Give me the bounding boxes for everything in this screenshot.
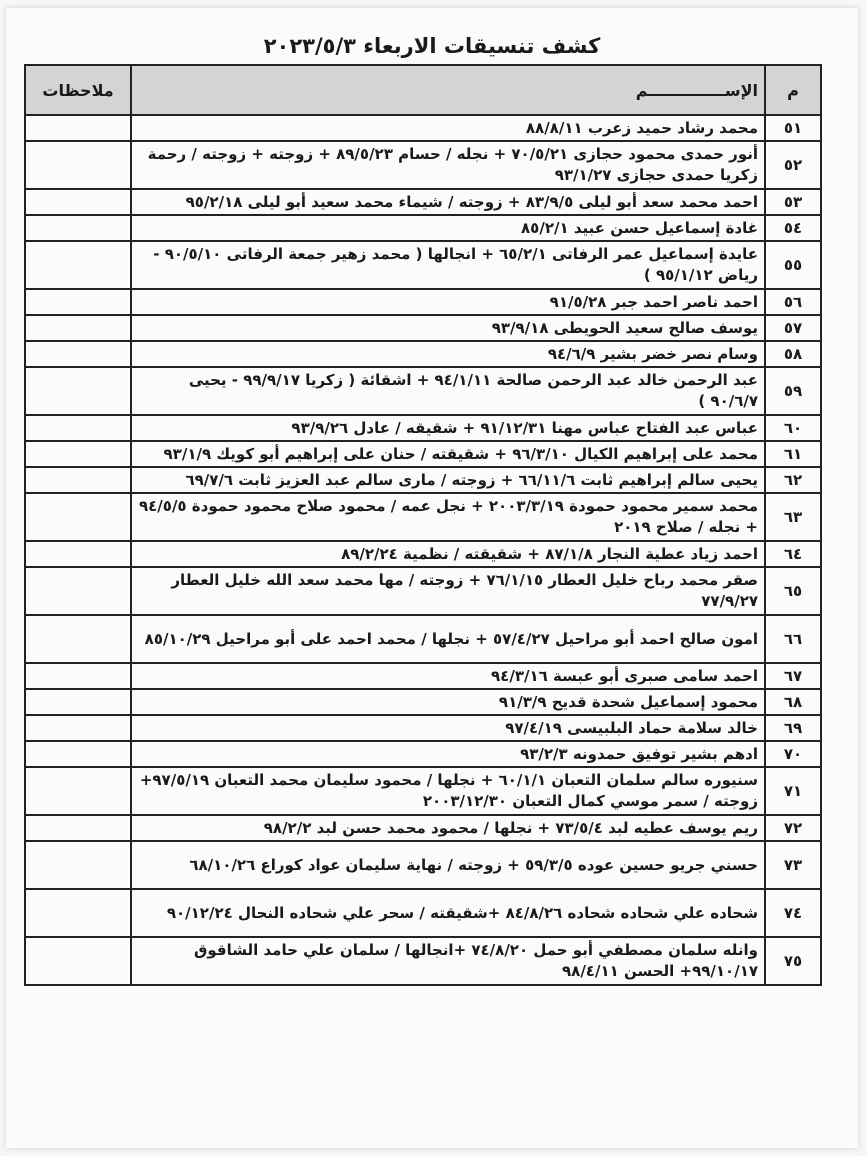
row-number: ٥٦ xyxy=(765,289,821,315)
row-notes xyxy=(25,815,131,841)
table-row xyxy=(25,189,821,215)
table-row xyxy=(25,289,821,315)
table-row xyxy=(25,841,821,889)
row-name: عايدة إسماعيل عمر الرفاتى ٦٥/٢/١ + انجالها ( محمد زهير جمعة الرفاتى ٩٠/٥/١٠ - رياض ٩٥/١/١٢ ) xyxy=(131,241,765,289)
row-notes xyxy=(25,315,131,341)
table-row xyxy=(25,567,821,615)
row-notes xyxy=(25,189,131,215)
row-number: ٦٢ xyxy=(765,467,821,493)
row-number: ٧٢ xyxy=(765,815,821,841)
row-number: ٥٤ xyxy=(765,215,821,241)
row-notes xyxy=(25,415,131,441)
row-notes xyxy=(25,215,131,241)
header-name: الإســــــــــــــم xyxy=(131,65,765,115)
table-row xyxy=(25,415,821,441)
header-number: م xyxy=(765,65,821,115)
row-notes xyxy=(25,493,131,541)
row-name: وانله سلمان مصطفي أبو حمل ٧٤/٨/٢٠ +انجالها / سلمان علي حامد الشاقوق ٩٩/١٠/١٧+ الحسن ٩٨/٤/١١ xyxy=(131,937,765,985)
row-notes xyxy=(25,567,131,615)
table-row xyxy=(25,467,821,493)
row-number: ٧٤ xyxy=(765,889,821,937)
table-header-row xyxy=(25,65,821,115)
header-notes: ملاحظات xyxy=(25,65,131,115)
table-row xyxy=(25,367,821,415)
row-notes xyxy=(25,841,131,889)
row-notes xyxy=(25,367,131,415)
row-number: ٧٠ xyxy=(765,741,821,767)
row-number: ٥١ xyxy=(765,115,821,141)
table-row xyxy=(25,215,821,241)
row-notes xyxy=(25,767,131,815)
row-name: محمود إسماعيل شحدة قديح ٩١/٣/٩ xyxy=(131,689,765,715)
row-name: غادة إسماعيل حسن عبيد ٨٥/٢/١ xyxy=(131,215,765,241)
document-title: كشف تنسيقات الاربعاء ٢٠٢٣/٥/٣ xyxy=(263,34,601,58)
document-page xyxy=(6,8,858,1148)
table-row xyxy=(25,889,821,937)
row-notes xyxy=(25,689,131,715)
row-number: ٥٨ xyxy=(765,341,821,367)
table-row xyxy=(25,767,821,815)
row-name: احمد محمد سعد أبو ليلى ٨٣/٩/٥ + زوجته / شيماء محمد سعيد أبو ليلى ٩٥/٢/١٨ xyxy=(131,189,765,215)
row-name: شحاده علي شحاده شحاده ٨٤/٨/٢٦ +شقيقته / سحر علي شحاده النحال ٩٠/١٢/٢٤ xyxy=(131,889,765,937)
row-name: احمد زياد عطية النجار ٨٧/١/٨ + شقيقته / نظمية ٨٩/٢/٢٤ xyxy=(131,541,765,567)
coordination-table xyxy=(24,64,822,986)
row-name: محمد سمير محمود حمودة ٢٠٠٣/٣/١٩ + نجل عمه / محمود صلاح محمود حمودة ٩٤/٥/٥ + نجله / صلاح ٢٠١٩ xyxy=(131,493,765,541)
row-notes xyxy=(25,289,131,315)
table-row xyxy=(25,541,821,567)
table-row xyxy=(25,715,821,741)
row-name: محمد على إبراهيم الكيال ٩٦/٣/١٠ + شقيقته / حنان على إبراهيم أبو كويك ٩٣/١/٩ xyxy=(131,441,765,467)
row-name: صقر محمد رباح خليل العطار ٧٦/١/١٥ + زوجته / مها محمد سعد الله خليل العطار ٧٧/٩/٢٧ xyxy=(131,567,765,615)
row-number: ٦٠ xyxy=(765,415,821,441)
row-notes xyxy=(25,467,131,493)
table-row xyxy=(25,341,821,367)
row-notes xyxy=(25,715,131,741)
row-number: ٧١ xyxy=(765,767,821,815)
row-name: احمد ناصر احمد جبر ٩١/٥/٢٨ xyxy=(131,289,765,315)
table-row xyxy=(25,741,821,767)
row-notes xyxy=(25,889,131,937)
row-name: حسني جريو حسين عوده ٥٩/٣/٥ + زوجته / نهاية سليمان عواد كوراع ٦٨/١٠/٢٦ xyxy=(131,841,765,889)
row-name: احمد سامى صبرى أبو عبسة ٩٤/٣/١٦ xyxy=(131,663,765,689)
table-row xyxy=(25,815,821,841)
row-notes xyxy=(25,441,131,467)
row-number: ٦٧ xyxy=(765,663,821,689)
row-number: ٦٣ xyxy=(765,493,821,541)
row-notes xyxy=(25,615,131,663)
row-notes xyxy=(25,341,131,367)
row-name: خالد سلامة حماد البلبيسى ٩٧/٤/١٩ xyxy=(131,715,765,741)
row-name: ادهم بشير توفيق حمدونه ٩٣/٢/٣ xyxy=(131,741,765,767)
row-name: يحيى سالم إبراهيم ثابت ٦٦/١١/٦ + زوجته / مارى سالم عبد العزيز ثابت ٦٩/٧/٦ xyxy=(131,467,765,493)
row-number: ٦٨ xyxy=(765,689,821,715)
table-row xyxy=(25,663,821,689)
row-name: عباس عبد الفتاح عباس مهنا ٩١/١٢/٣١ + شقيقه / عادل ٩٣/٩/٢٦ xyxy=(131,415,765,441)
table-row xyxy=(25,241,821,289)
row-name: وسام نصر خضر بشير ٩٤/٦/٩ xyxy=(131,341,765,367)
table-row xyxy=(25,115,821,141)
row-number: ٦٦ xyxy=(765,615,821,663)
row-name: محمد رشاد حميد زعرب ٨٨/٨/١١ xyxy=(131,115,765,141)
row-notes xyxy=(25,937,131,985)
row-notes xyxy=(25,741,131,767)
row-number: ٥٧ xyxy=(765,315,821,341)
row-name: ريم يوسف عطيه لبد ٧٣/٥/٤ + نجلها / محمود محمد حسن لبد ٩٨/٢/٢ xyxy=(131,815,765,841)
row-number: ٦١ xyxy=(765,441,821,467)
row-notes xyxy=(25,541,131,567)
table-row xyxy=(25,493,821,541)
row-name: امون صالح احمد أبو مراحيل ٥٧/٤/٢٧ + نجلها / محمد احمد على أبو مراحيل ٨٥/١٠/٢٩ xyxy=(131,615,765,663)
row-number: ٦٩ xyxy=(765,715,821,741)
row-number: ٥٩ xyxy=(765,367,821,415)
row-notes xyxy=(25,141,131,189)
row-name: سنيوره سالم سلمان التعبان ٦٠/١/١ + نجلها / محمود سليمان محمد التعبان ٩٧/٥/١٩+ زوجته / سمر موسي كمال التعبان ٢٠٠٣/١٢/٣٠ xyxy=(131,767,765,815)
row-name: أنور حمدى محمود حجازى ٧٠/٥/٢١ + نجله / حسام ٨٩/٥/٢٣ + زوجته + زوجته / رحمة زكريا حمدى حجازى ٩٣/١/٢٧ xyxy=(131,141,765,189)
table-row xyxy=(25,689,821,715)
row-notes xyxy=(25,663,131,689)
row-name: عبد الرحمن خالد عبد الرحمن صالحة ٩٤/١/١١ + اشقائة ( زكريا ٩٩/٩/١٧ - يحيى ٩٠/٦/٧ ) xyxy=(131,367,765,415)
row-number: ٥٢ xyxy=(765,141,821,189)
row-name: يوسف صالح سعيد الحويطى ٩٣/٩/١٨ xyxy=(131,315,765,341)
row-number: ٥٥ xyxy=(765,241,821,289)
table-row xyxy=(25,441,821,467)
table-row xyxy=(25,615,821,663)
table-row xyxy=(25,937,821,985)
row-number: ٦٤ xyxy=(765,541,821,567)
row-number: ٧٣ xyxy=(765,841,821,889)
row-notes xyxy=(25,115,131,141)
row-number: ٦٥ xyxy=(765,567,821,615)
row-notes xyxy=(25,241,131,289)
table-row xyxy=(25,141,821,189)
table-row xyxy=(25,315,821,341)
row-number: ٧٥ xyxy=(765,937,821,985)
row-number: ٥٣ xyxy=(765,189,821,215)
